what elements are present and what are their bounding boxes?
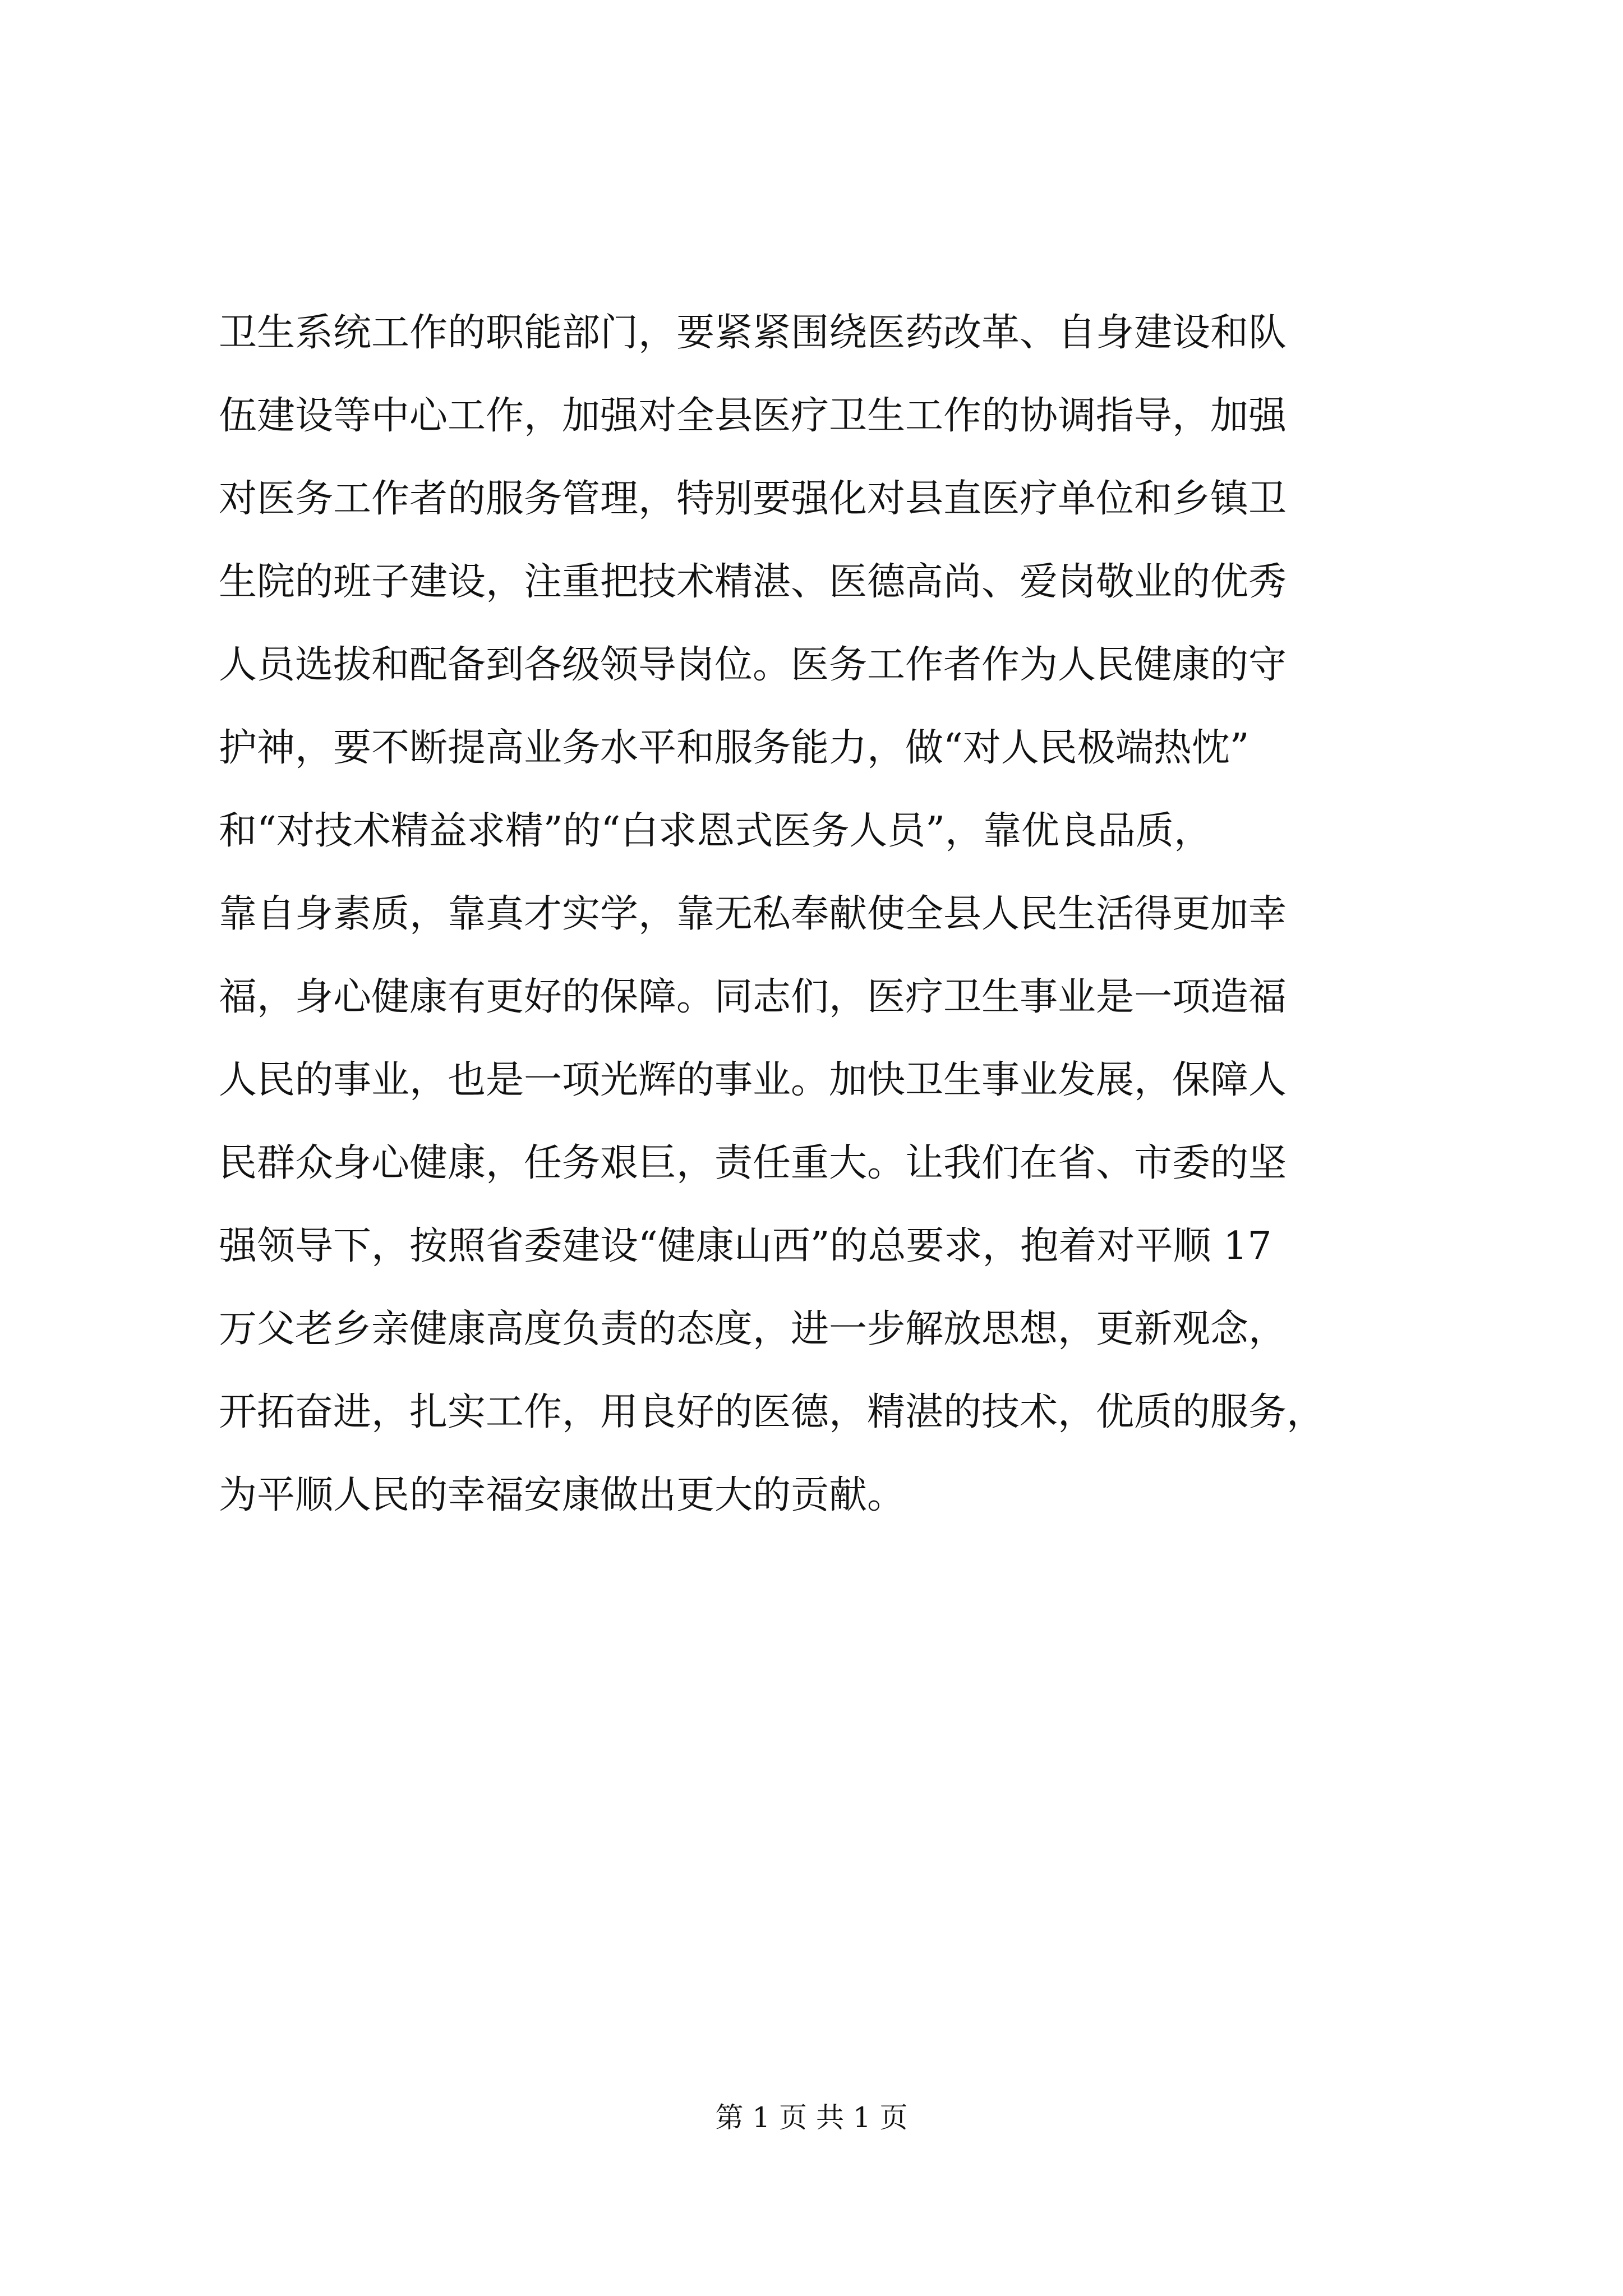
text-line: 民群众身心健康，任务艰巨，责任重大。让我们在省、市委的坚: [219, 1141, 1287, 1185]
text-line: 和“对技术精益求精”的“白求恩式医务人员”，靠优良品质，: [219, 809, 1212, 853]
text-line: 对医务工作者的服务管理，特别要强化对县直医疗单位和乡镇卫: [219, 477, 1287, 521]
text-line: 护神，要不断提高业务水平和服务能力，做“对人民极端热忱”: [219, 726, 1249, 770]
text-line: 人民的事业，也是一项光辉的事业。加快卫生事业发展，保障人: [219, 1058, 1287, 1102]
text-line: 伍建设等中心工作，加强对全县医疗卫生工作的协调指导，加强: [219, 394, 1287, 438]
text-line: 卫生系统工作的职能部门，要紧紧围绕医药改革、自身建设和队: [219, 311, 1287, 355]
text-line: 强领导下，按照省委建设“健康山西”的总要求，抱着对平顺 17: [219, 1224, 1272, 1268]
page-footer: [0, 2101, 1623, 2134]
page-number-label: 第 1 页 共 1 页: [715, 2101, 908, 2134]
text-line: 开拓奋进，扎实工作，用良好的医德，精湛的技术，优质的服务，: [219, 1390, 1325, 1434]
text-line: 人员选拔和配备到各级领导岗位。医务工作者作为人民健康的守: [219, 643, 1287, 687]
text-line: 靠自身素质，靠真才实学，靠无私奉献使全县人民生活得更加幸: [219, 892, 1287, 936]
text-line: 万父老乡亲健康高度负责的态度，进一步解放思想，更新观念，: [219, 1307, 1287, 1351]
text-line: 生院的班子建设，注重把技术精湛、医德高尚、爱岗敬业的优秀: [219, 560, 1287, 604]
text-line: 为平顺人民的幸福安康做出更大的贡献。: [219, 1473, 906, 1517]
text-line: 福，身心健康有更好的保障。同志们，医疗卫生事业是一项造福: [219, 975, 1287, 1019]
body-paragraph: [219, 292, 1424, 1537]
